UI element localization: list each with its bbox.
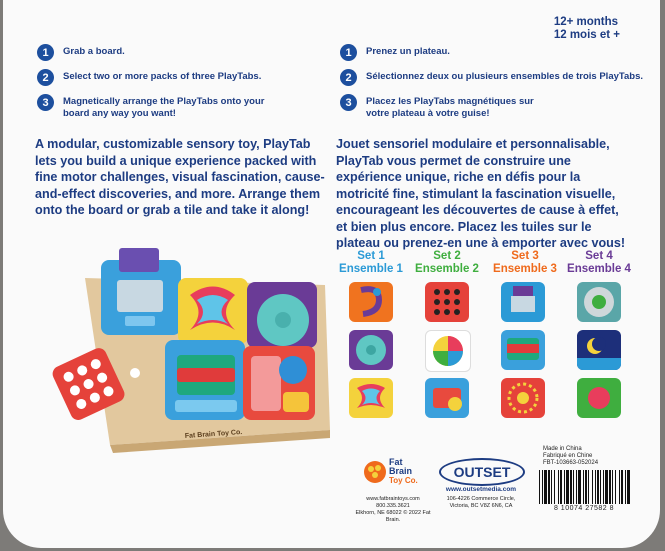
barcode-bar xyxy=(609,470,611,504)
step-text: Magnetically arrange the PlayTabs onto your board any way you want! xyxy=(63,96,265,119)
barcode-bar xyxy=(603,470,604,504)
round-button xyxy=(279,356,307,384)
age-fr: 12 mois et + xyxy=(553,29,620,41)
set-1-tile-2 xyxy=(349,330,393,370)
barcode-bar xyxy=(566,470,569,504)
barcode-bar xyxy=(551,470,552,504)
step-1-fr xyxy=(340,44,450,61)
step-number-badge: 3 xyxy=(37,94,54,111)
step-text: Sélectionnez deux ou plusieurs ensembles de trois PlayTabs. xyxy=(366,71,643,82)
step-1-en xyxy=(37,44,125,61)
set-1-tile-1 xyxy=(349,282,393,322)
brand1-address: Elkhorn, NE 68022 © 2022 Fat Brain. xyxy=(355,510,431,523)
barcode-bar xyxy=(560,470,562,504)
set-3-label-en: Set 3 xyxy=(511,250,539,262)
step-2-en xyxy=(37,69,261,86)
step-number-badge: 1 xyxy=(37,44,54,61)
brand1-line2: Brain xyxy=(389,466,413,476)
set-2-heading xyxy=(409,250,485,276)
roller-base xyxy=(175,400,237,412)
brand1-info xyxy=(353,496,433,524)
barcode-bar xyxy=(576,470,577,504)
brand1-url: www.fatbraintoys.com xyxy=(366,496,420,502)
brand1-phone: 800.335.3621 xyxy=(376,503,410,509)
set-4-label-fr: Ensemble 4 xyxy=(567,263,631,275)
step-text: Grab a board. xyxy=(63,46,125,57)
square-button xyxy=(283,392,309,412)
step-3-en xyxy=(37,94,273,120)
barcode-bar xyxy=(544,470,547,504)
set-1-heading xyxy=(333,250,409,276)
set-2-tile-3 xyxy=(425,378,469,418)
barcode-bar xyxy=(570,470,572,504)
step-3-fr xyxy=(340,94,541,120)
step-text: Select two or more packs of three PlayTabs. xyxy=(63,71,262,82)
made-in-fr: Fabriqué en Chine xyxy=(543,453,593,459)
mirror-slot xyxy=(125,316,155,326)
board-illustration xyxy=(25,240,345,460)
set-4-tile-2 xyxy=(577,330,621,370)
barcode-bar xyxy=(605,470,608,504)
step-number-badge: 2 xyxy=(37,69,54,86)
barcode-bar xyxy=(578,470,581,504)
step-number-badge: 2 xyxy=(340,69,357,86)
barcode-bar xyxy=(558,470,559,504)
product-code: FBT-103663-052024 xyxy=(543,460,599,466)
step-2-fr xyxy=(340,69,643,86)
outset-address: 106-4226 Commerce Circle, Victoria, BC V8Z 6N6, CA xyxy=(446,496,516,509)
step-text: Placez les PlayTabs magnétiques sur votre plateau à votre guise! xyxy=(366,96,534,119)
barcode-bar xyxy=(597,470,599,504)
outset-logo: OUTSET xyxy=(439,458,525,486)
set-3-heading xyxy=(485,250,565,276)
barcode-bar xyxy=(564,470,565,504)
mirror xyxy=(117,280,163,312)
barcode-bar xyxy=(595,470,596,504)
made-in-block xyxy=(543,446,633,467)
barcode-bar xyxy=(588,470,589,504)
description-en: A modular, customizable sensory toy, PlayTab lets you build a unique experience packed with fine motor challenges, visual fascination, cause-and-effect discoveries, and more. Arrange them onto the board or grab a tile and take it along! xyxy=(35,137,325,217)
flip-lid xyxy=(119,248,159,272)
barcode-bar xyxy=(583,470,584,504)
step-number-badge: 3 xyxy=(340,94,357,111)
set-3-label-fr: Ensemble 3 xyxy=(493,263,557,275)
fat-brain-logo xyxy=(363,458,423,494)
barcode-digits: 8 10074 27582 8 xyxy=(553,505,615,512)
set-4-tile-3 xyxy=(577,378,621,418)
made-in-en: Made in China xyxy=(543,446,582,452)
board-brand: Fat Brain Toy Co. xyxy=(184,429,243,440)
description-fr: Jouet sensoriel modulaire et personnalisable, PlayTab vous permet de construire une expérience unique, riche en défis pour la motricité fine, stimulant la fascination visuelle, encourageant les découvertes de cause à effet, et bien plus encore. Placez les tuiles sur le plateau ou prenez-en une à emporter avec vous! xyxy=(336,137,626,250)
set-1-tile-3 xyxy=(349,378,393,418)
outset-url: www.outsetmedia.com xyxy=(445,486,517,493)
age-label xyxy=(554,16,620,42)
barcode-bar xyxy=(627,470,630,504)
set-3-tile-3 xyxy=(501,378,545,418)
barcode-bar xyxy=(542,470,543,504)
set-4-tile-1 xyxy=(577,282,621,322)
set-1-label-fr: Ensemble 1 xyxy=(339,263,403,275)
brain-icon xyxy=(363,460,387,486)
barcode-bar xyxy=(619,470,620,504)
set-2-tile-1 xyxy=(425,282,469,322)
brand1-line3: Toy Co. xyxy=(389,476,418,485)
board-peg xyxy=(130,368,140,378)
set-4-label-en: Set 4 xyxy=(585,250,613,262)
set-2-tile-2 xyxy=(425,330,471,372)
age-en: 12+ months xyxy=(553,16,619,28)
barcode xyxy=(537,470,635,504)
package-back-panel xyxy=(3,0,660,548)
set-3-tile-2 xyxy=(501,330,545,370)
barcode-bar xyxy=(612,470,613,504)
barcode-bar xyxy=(573,470,574,504)
set-2-label-en: Set 2 xyxy=(433,250,461,262)
barcode-bar xyxy=(615,470,616,504)
step-number-badge: 1 xyxy=(340,44,357,61)
spinner-knob xyxy=(275,312,291,328)
barcode-bar xyxy=(625,470,626,504)
barcode-bar xyxy=(585,470,587,504)
barcode-bar xyxy=(621,470,623,504)
barcode-bar xyxy=(539,470,540,504)
set-1-label-en: Set 1 xyxy=(357,250,385,262)
set-4-heading xyxy=(559,250,639,276)
step-text: Prenez un plateau. xyxy=(366,46,450,57)
barcode-bar xyxy=(548,470,550,504)
roller-red xyxy=(177,368,235,382)
barcode-bar xyxy=(600,470,601,504)
brand1-line1: Fat xyxy=(389,457,403,467)
set-3-tile-1 xyxy=(501,282,545,322)
slider-track xyxy=(251,356,281,411)
barcode-bar xyxy=(554,470,555,504)
set-2-label-fr: Ensemble 2 xyxy=(415,263,479,275)
barcode-bar xyxy=(592,470,593,504)
